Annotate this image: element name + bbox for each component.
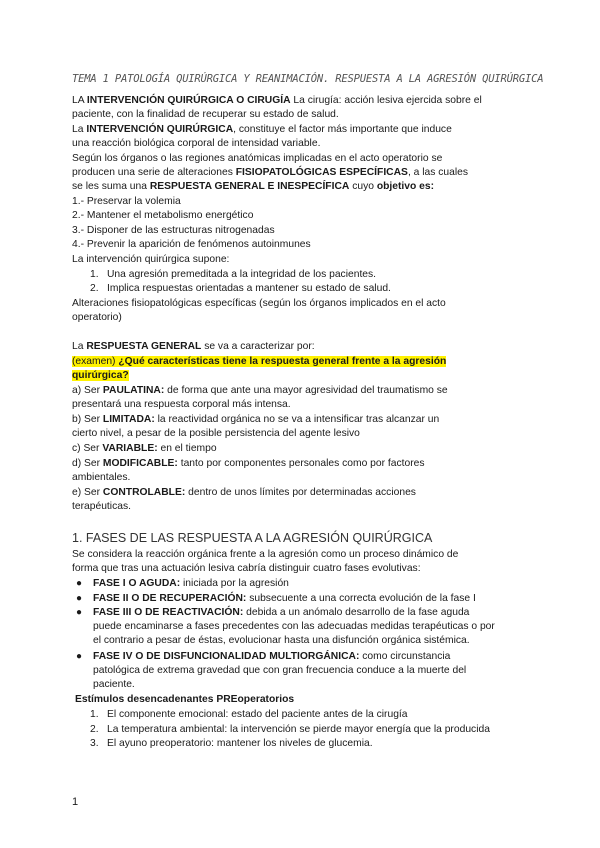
bullet-icon: ● xyxy=(76,607,83,618)
list-item: Implica respuestas orientadas a mantener su estado de salud. xyxy=(107,283,391,294)
list-item: El componente emocional: estado del paciente antes de la cirugía xyxy=(107,709,408,720)
page-title: TEMA 1 PATOLOGÍA QUIRÚRGICA Y REANIMACIÓN. RESPUESTA A LA AGRESIÓN QUIRÚRGICA xyxy=(72,73,544,85)
bold-term: objetivo es: xyxy=(376,181,435,192)
bold-term: PAULATINA: xyxy=(102,385,165,396)
paragraph-line: forma que tras una actuación lesiva cabría distinguir cuatro fases evolutivas: xyxy=(72,563,421,574)
text: se les suma una xyxy=(72,181,150,192)
text: c) Ser xyxy=(72,443,103,454)
phase-item xyxy=(93,592,476,606)
bold-term: CONTROLABLE: xyxy=(102,487,186,498)
phase-line: patológica de extrema gravedad que con gran frecuencia conduce a la muerte del xyxy=(93,665,467,676)
paragraph-line: una reacción biológica corporal de intensidad variable. xyxy=(72,138,321,149)
paragraph-intervencion-2 xyxy=(72,123,452,137)
bold-term: RESPUESTA GENERAL E INESPECÍFICA xyxy=(149,181,350,192)
phase-item xyxy=(93,650,450,664)
phase-line: puede encaminarse a fases precedentes con las adecuadas medidas terapéuticas o por xyxy=(93,621,495,632)
text: tanto por componentes personales como por factores xyxy=(177,458,425,469)
text: LA xyxy=(72,95,87,106)
characteristic-line: cierto nivel, a pesar de la posible persistencia del agente lesivo xyxy=(72,428,360,439)
text: se va a caracterizar por: xyxy=(201,341,315,352)
paragraph-line: Según los órganos o las regiones anatómicas implicadas en el acto operatorio se xyxy=(72,153,443,164)
bold-term: MODIFICABLE: xyxy=(102,458,178,469)
text: subsecuente a una correcta evolución de la fase I xyxy=(246,593,476,604)
paragraph-line: paciente, con la finalidad de recuperar su estado de salud. xyxy=(72,109,339,120)
text: La xyxy=(72,124,87,135)
bold-term: INTERVENCIÓN QUIRÚRGICA O CIRUGÍA xyxy=(86,95,291,106)
bold-term: FASE II O DE RECUPERACIÓN: xyxy=(93,593,247,604)
bold-term: Estímulos desencadenantes PREoperatorios xyxy=(75,694,295,705)
paragraph-line: Alteraciones fisiopatológicas específicas (según los órganos implicados en el acto xyxy=(72,298,446,309)
objective-item: 1.- Preservar la volemia xyxy=(72,196,181,207)
text: cuyo xyxy=(349,181,377,192)
bullet-icon: ● xyxy=(76,593,83,604)
text: b) Ser xyxy=(72,414,103,425)
text: , a las cuales xyxy=(407,167,469,178)
objective-item: 3.- Disponer de las estructuras nitrogenadas xyxy=(72,225,275,236)
paragraph-intervencion xyxy=(72,94,482,108)
exam-question xyxy=(72,355,446,369)
paragraph-line xyxy=(72,166,468,180)
text: dentro de unos límites por determinadas acciones xyxy=(185,487,416,498)
bold-term: FASE III O DE REACTIVACIÓN: xyxy=(93,607,244,618)
list-item: La temperatura ambiental: la intervención se pierde mayor energía que la producida xyxy=(107,724,490,735)
bullet-icon: ● xyxy=(76,651,83,662)
bullet-icon: ● xyxy=(76,578,83,589)
characteristic-item xyxy=(72,384,448,398)
characteristic-line: presentará una respuesta corporal más intensa. xyxy=(72,399,291,410)
page-number: 1 xyxy=(72,796,79,808)
objective-item: 2.- Mantener el metabolismo energético xyxy=(72,210,254,221)
section-heading: 1. FASES DE LAS RESPUESTA A LA AGRESIÓN QUIRÚRGICA xyxy=(72,531,433,545)
text: de forma que ante una mayor agresividad del traumatismo se xyxy=(164,385,448,396)
text: , constituye el factor más importante que induce xyxy=(233,124,452,135)
characteristic-item xyxy=(72,486,416,500)
paragraph-line xyxy=(72,180,434,194)
list-number: 3. xyxy=(90,738,99,749)
phase-item xyxy=(93,606,469,620)
text: a) Ser xyxy=(72,385,103,396)
characteristic-item xyxy=(72,442,217,456)
list-item: El ayuno preoperatorio: mantener los niveles de glucemia. xyxy=(107,738,373,749)
text: La cirugía: acción lesiva ejercida sobre el xyxy=(290,95,482,106)
paragraph-line: operatorio) xyxy=(72,312,122,323)
bold-term: VARIABLE: xyxy=(102,443,158,454)
bold-term: FASE IV O DE DISFUNCIONALIDAD MULTIORGÁNICA: xyxy=(93,651,360,662)
bold-term: LIMITADA: xyxy=(102,414,155,425)
phase-line: paciente. xyxy=(93,679,135,690)
bold-term: FASE I O AGUDA: xyxy=(93,578,181,589)
paragraph-line: Se considera la reacción orgánica frente a la agresión como un proceso dinámico de xyxy=(72,549,459,560)
bold-term: FISIOPATOLÓGICAS ESPECÍFICAS xyxy=(235,167,408,178)
highlight-bold: quirúrgica? xyxy=(72,370,129,381)
phase-line: el contrario a pesar de éstas, evolucionar hasta una disfunción orgánica sistémica. xyxy=(93,635,470,646)
list-number: 1. xyxy=(90,269,99,280)
characteristic-item xyxy=(72,457,425,471)
text: como circunstancia xyxy=(359,651,451,662)
text: en el tiempo xyxy=(157,443,217,454)
text: e) Ser xyxy=(72,487,103,498)
characteristic-line: terapéuticas. xyxy=(72,501,131,512)
text: iniciada por la agresión xyxy=(180,578,289,589)
paragraph-line: La intervención quirúrgica supone: xyxy=(72,254,230,265)
bold-term: INTERVENCIÓN QUIRÚRGICA xyxy=(86,124,234,135)
text: La xyxy=(72,341,87,352)
list-number: 2. xyxy=(90,283,99,294)
phase-item xyxy=(93,577,289,591)
objective-item: 4.- Prevenir la aparición de fenómenos autoinmunes xyxy=(72,239,311,250)
text: producen una serie de alteraciones xyxy=(72,167,236,178)
list-number: 1. xyxy=(90,709,99,720)
bold-term: RESPUESTA GENERAL xyxy=(86,341,202,352)
characteristic-line: ambientales. xyxy=(72,472,131,483)
text: debida a un anómalo desarrollo de la fase aguda xyxy=(243,607,470,618)
text: d) Ser xyxy=(72,458,103,469)
paragraph-line xyxy=(72,340,315,354)
text: la reactividad orgánica no se va a intensificar tras alcanzar un xyxy=(154,414,440,425)
characteristic-item xyxy=(72,413,439,427)
list-item: Una agresión premeditada a la integridad de los pacientes. xyxy=(107,269,377,280)
exam-question-line xyxy=(72,369,129,383)
highlight-text: (examen) xyxy=(72,356,119,367)
subheading xyxy=(75,693,294,707)
highlight-bold: ¿Qué características tiene la respuesta general frente a la agresión xyxy=(118,356,447,367)
list-number: 2. xyxy=(90,724,99,735)
